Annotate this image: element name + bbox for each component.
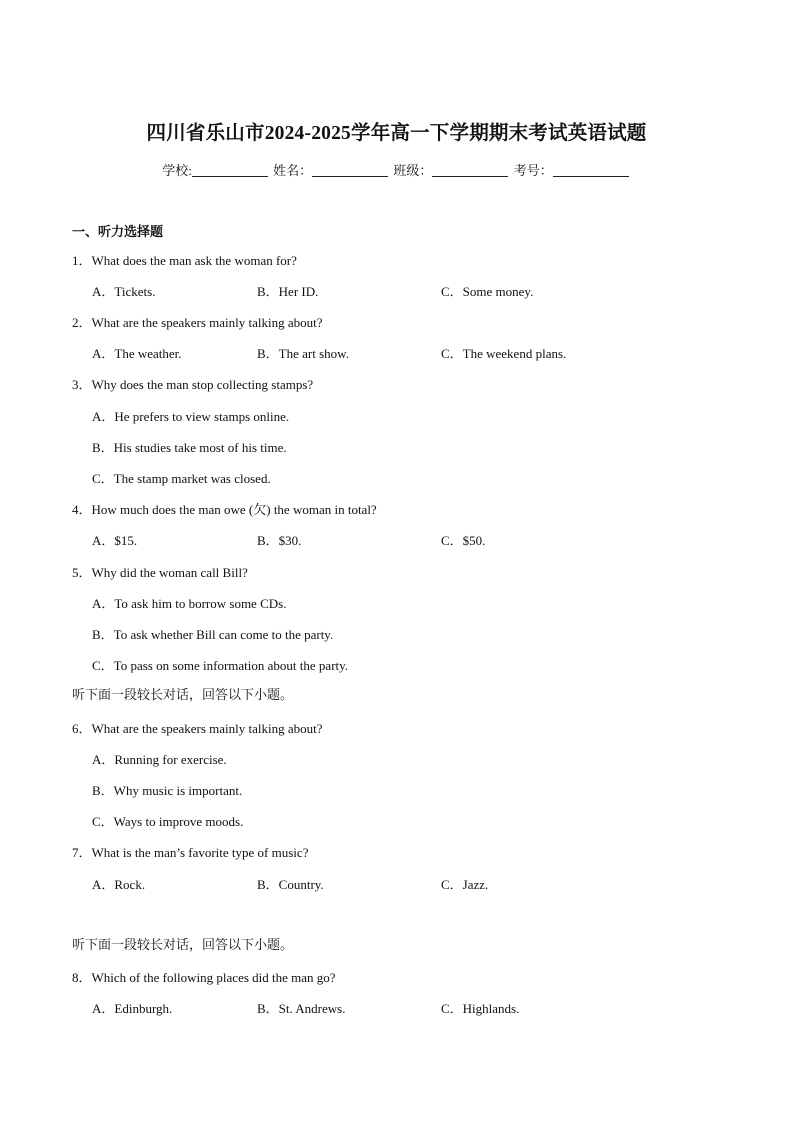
option-b: B．$30.: [257, 533, 302, 548]
question-8-options: [92, 998, 712, 1014]
option-b: B．Her ID.: [257, 284, 319, 299]
option-c: C．Jazz.: [441, 877, 489, 892]
listening-instruction: 听下面一段较长对话，回答以下小题。: [72, 687, 294, 702]
question-7-options: [92, 874, 712, 890]
option-b: B．To ask whether Bill can come to the party.: [92, 627, 334, 642]
option-c: C．Ways to improve moods.: [92, 814, 244, 829]
option-a: A．Tickets.: [92, 284, 156, 299]
name-label: 姓名：: [273, 163, 313, 178]
student-info-line: [0, 160, 793, 179]
question-3: 3．Why does the man stop collecting stamps?: [72, 377, 314, 392]
option-b: B．Country.: [257, 877, 324, 892]
option-c: C．The weekend plans.: [441, 346, 567, 361]
question-4: 4．How much does the man owe (欠) the woman in total?: [72, 502, 377, 517]
class-blank: [432, 163, 508, 177]
section-heading: 一、听力选择题: [72, 224, 164, 239]
question-1: 1．What does the man ask the woman for?: [72, 253, 297, 268]
class-label: 班级：: [393, 163, 433, 178]
number-blank: [553, 163, 629, 177]
name-blank: [312, 163, 388, 177]
question-1-options: [92, 281, 712, 297]
option-a: A．Running for exercise.: [92, 752, 227, 767]
question-2: 2．What are the speakers mainly talking about?: [72, 315, 323, 330]
option-b: B．The art show.: [257, 346, 349, 361]
option-a: A．Rock.: [92, 877, 146, 892]
number-label: 考号：: [513, 163, 553, 178]
question-5: 5．Why did the woman call Bill?: [72, 565, 248, 580]
option-c: C．Highlands.: [441, 1001, 520, 1016]
question-4-options: [92, 530, 712, 546]
question-7: 7．What is the man’s favorite type of music?: [72, 845, 309, 860]
page-title: 四川省乐山市2024-2025学年高一下学期期末考试英语试题: [146, 123, 647, 144]
option-a: A．$15.: [92, 533, 138, 548]
question-8: 8．Which of the following places did the man go?: [72, 970, 336, 985]
option-b: B．His studies take most of his time.: [92, 440, 287, 455]
listening-instruction: 听下面一段较长对话，回答以下小题。: [72, 937, 294, 952]
option-a: A．The weather.: [92, 346, 182, 361]
school-blank: [192, 163, 268, 177]
question-2-options: [92, 343, 712, 359]
option-b: B．Why music is important.: [92, 783, 243, 798]
question-6: 6．What are the speakers mainly talking about?: [72, 721, 323, 736]
option-b: B．St. Andrews.: [257, 1001, 346, 1016]
option-c: C．The stamp market was closed.: [92, 471, 271, 486]
school-label: 学校:: [162, 163, 192, 178]
option-a: A．He prefers to view stamps online.: [92, 409, 290, 424]
option-c: C．To pass on some information about the party.: [92, 658, 349, 673]
option-a: A．To ask him to borrow some CDs.: [92, 596, 287, 611]
option-c: C．$50.: [441, 533, 486, 548]
option-c: C．Some money.: [441, 284, 534, 299]
option-a: A．Edinburgh.: [92, 1001, 173, 1016]
